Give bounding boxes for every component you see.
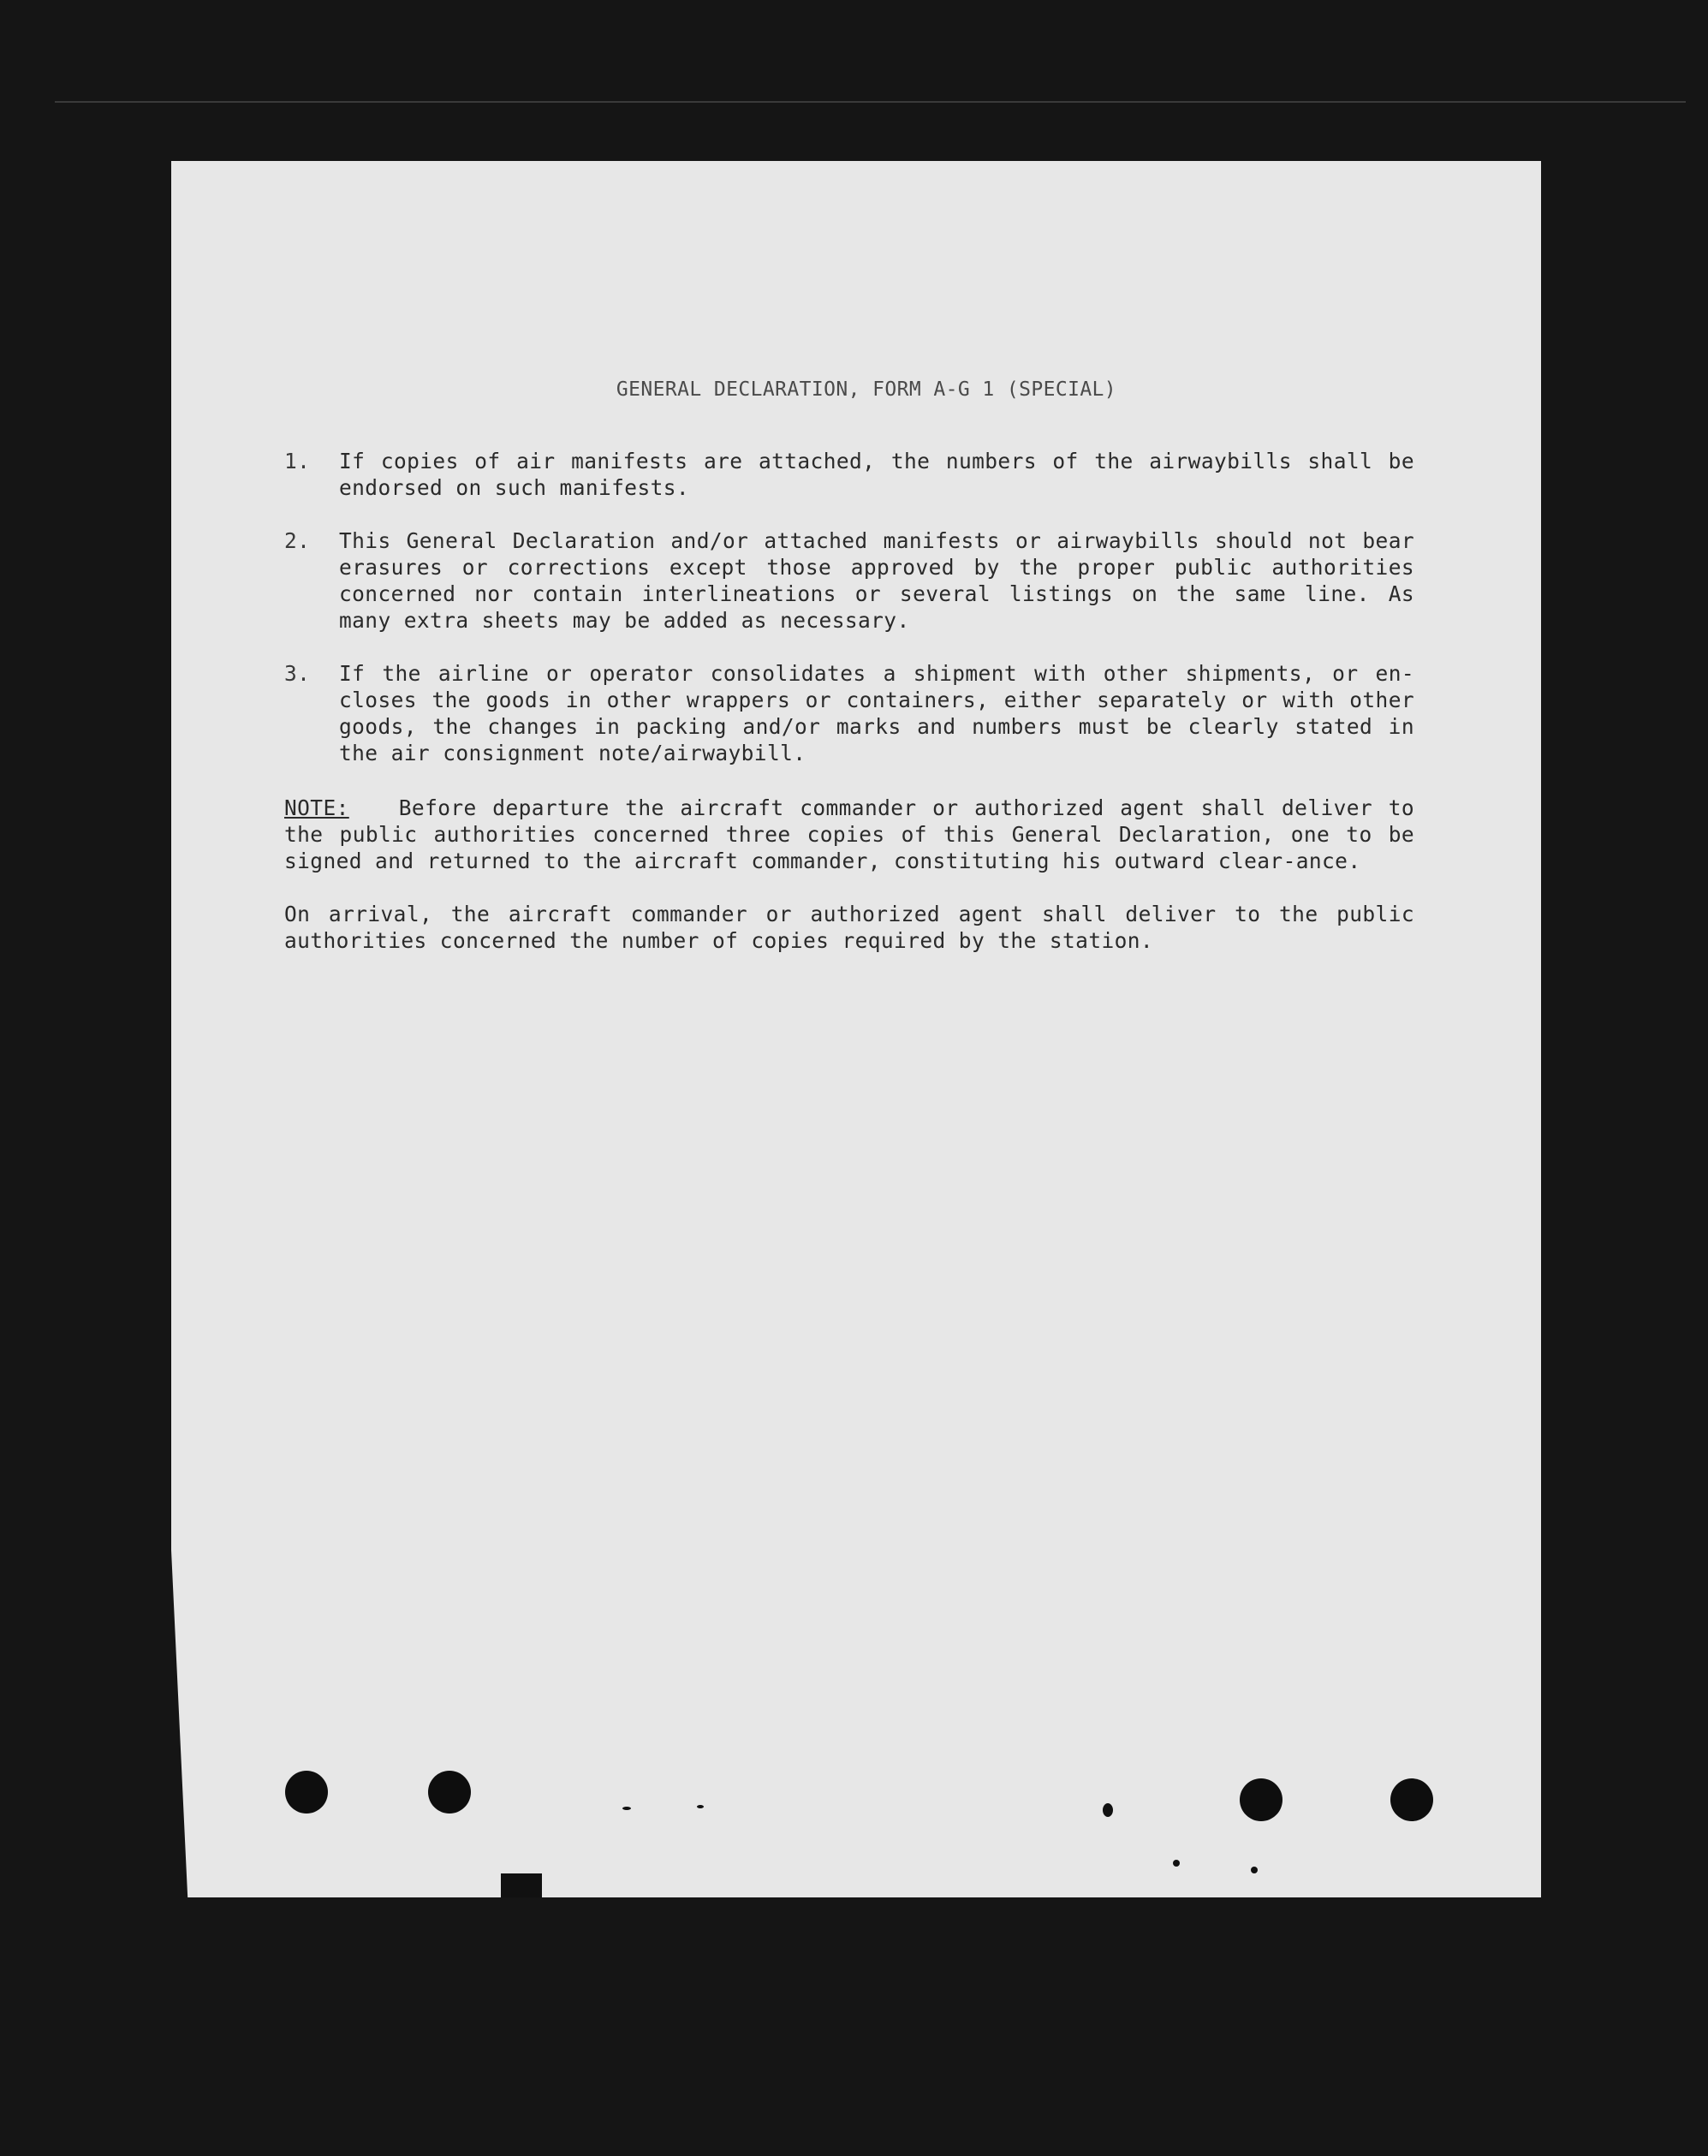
item-number: 1. <box>284 449 311 473</box>
list-item <box>284 660 1414 766</box>
document-body <box>284 377 1414 954</box>
note-label: NOTE: <box>284 795 349 820</box>
list-item <box>284 448 1414 501</box>
punch-hole <box>428 1771 471 1814</box>
speck <box>1103 1803 1113 1817</box>
speck <box>1173 1860 1180 1867</box>
item-number: 3. <box>284 661 311 686</box>
punch-hole <box>285 1771 328 1814</box>
item-number: 2. <box>284 528 311 553</box>
paper-tear <box>501 1873 542 1897</box>
note-text: Before departure the aircraft commander or authorized agent shall deliver to the public authorities concerned three copies of this General Declaration, one to be signed and returned to the aircraft commander, constituting his outward clear-ance. <box>284 795 1414 873</box>
item-text: If the airline or operator consolidates a shipment with other shipments, or en-closes the goods in other wrappers or containers, either separately or with other goods, the changes in packing and/or marks and numbers must be clearly stated in the air consignment note/airwaybill. <box>339 661 1414 765</box>
speck <box>1251 1867 1258 1873</box>
speck <box>622 1807 631 1810</box>
punch-hole <box>1240 1778 1282 1821</box>
scan-frame-line <box>55 101 1686 103</box>
list-item <box>284 527 1414 634</box>
document-title: GENERAL DECLARATION, FORM A-G 1 (SPECIAL) <box>616 378 1117 401</box>
speck <box>697 1805 704 1808</box>
note-paragraph <box>284 795 1414 874</box>
arrival-paragraph: On arrival, the aircraft commander or authorized agent shall deliver to the public authorities concerned the number of copies required by the station. <box>284 902 1414 953</box>
punch-hole <box>1390 1778 1433 1821</box>
item-text: This General Declaration and/or attached manifests or airwaybills should not bear erasures or corrections except those approved by the proper public authorities concerned nor contain interlineations or several listings on the same line. As many extra sheets may be added as necessary. <box>339 528 1414 633</box>
item-text: If copies of air manifests are attached, the numbers of the airwaybills shall be endorsed on such manifests. <box>339 449 1414 500</box>
